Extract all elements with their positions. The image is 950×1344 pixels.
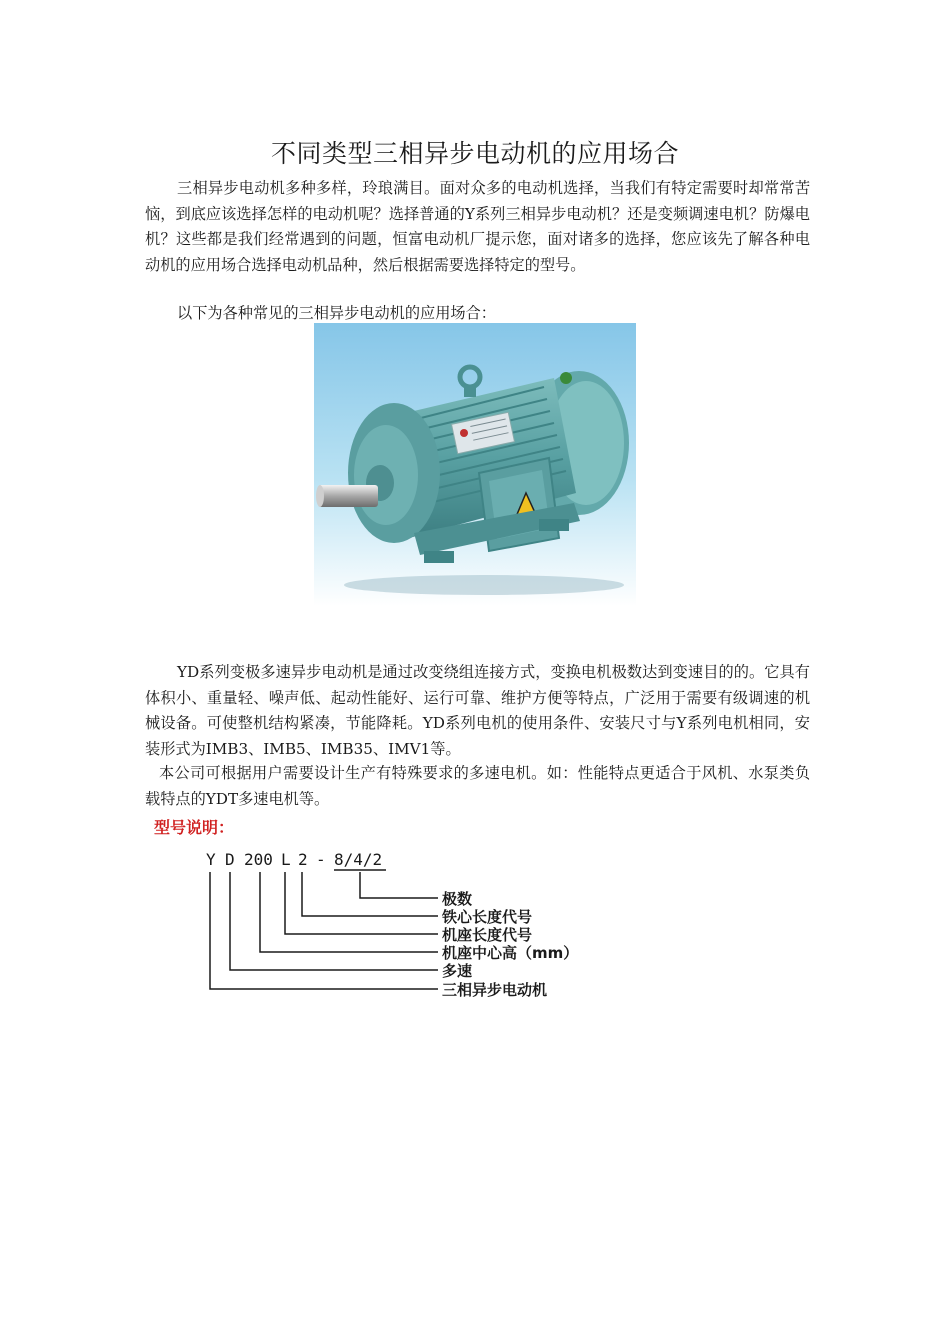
model-designation-diagram — [148, 812, 608, 1007]
motor-photo — [314, 323, 636, 606]
label-frame-length: 机座长度代号 — [442, 926, 533, 944]
code-part-d: D — [225, 850, 235, 869]
label-three-phase-motor: 三相异步电动机 — [442, 981, 548, 999]
label-center-height: 机座中心高（mm） — [442, 944, 579, 962]
code-part-2: 2 — [298, 850, 308, 869]
lead-in-paragraph: 以下为各种常见的三相异步电动机的应用场合： — [177, 304, 496, 322]
code-part-200: 200 — [244, 850, 273, 869]
label-multi-speed: 多速 — [442, 962, 473, 980]
code-part-dash: - — [316, 850, 326, 869]
document-title: 不同类型三相异步电动机的应用场合 — [270, 139, 679, 168]
code-part-y: Y — [206, 850, 216, 869]
label-poles: 极数 — [442, 890, 473, 908]
diagram-heading: 型号说明： — [154, 818, 235, 837]
intro-paragraph: 三相异步电动机多种多样，玲琅满目。面对众多的电动机选择，当我们有特定需要时却常常苦恼，到底应该选择怎样的电动机呢？选择普通的Y系列三相异步电动机？还是变频调速电机？防爆电机？这些都是我们经常遇到的问题，恒富电动机厂提示您，面对诸多的选择，您应该先了解各种电动机的应用场合选择电动机品种，然后根据需要选择特定的型号。 — [145, 179, 810, 274]
leader-lines — [210, 872, 438, 989]
label-core-length: 铁心长度代号 — [442, 908, 533, 926]
code-part-poles: 8/4/2 — [334, 850, 383, 869]
yd-series-paragraph: YD系列变极多速异步电动机是通过改变绕组连接方式，变换电机极数达到变速目的的。它具有体积小、重量轻、噪声低、起动性能好、运行可靠、维护方便等特点，广泛用于需要有级调速的机械设备。可使整机结构紧凑，节能降耗。YD系列电机的使用条件、安装尺寸与Y系列电机相同，安装形式为IMB3、IMB5、IMB35、IMV1等。 — [145, 663, 810, 758]
custom-motor-paragraph: 本公司可根据用户需要设计生产有特殊要求的多速电机。如：性能特点更适合于风机、水泵类负载特点的YDT多速电机等。 — [145, 764, 810, 808]
code-part-l: L — [281, 850, 291, 869]
